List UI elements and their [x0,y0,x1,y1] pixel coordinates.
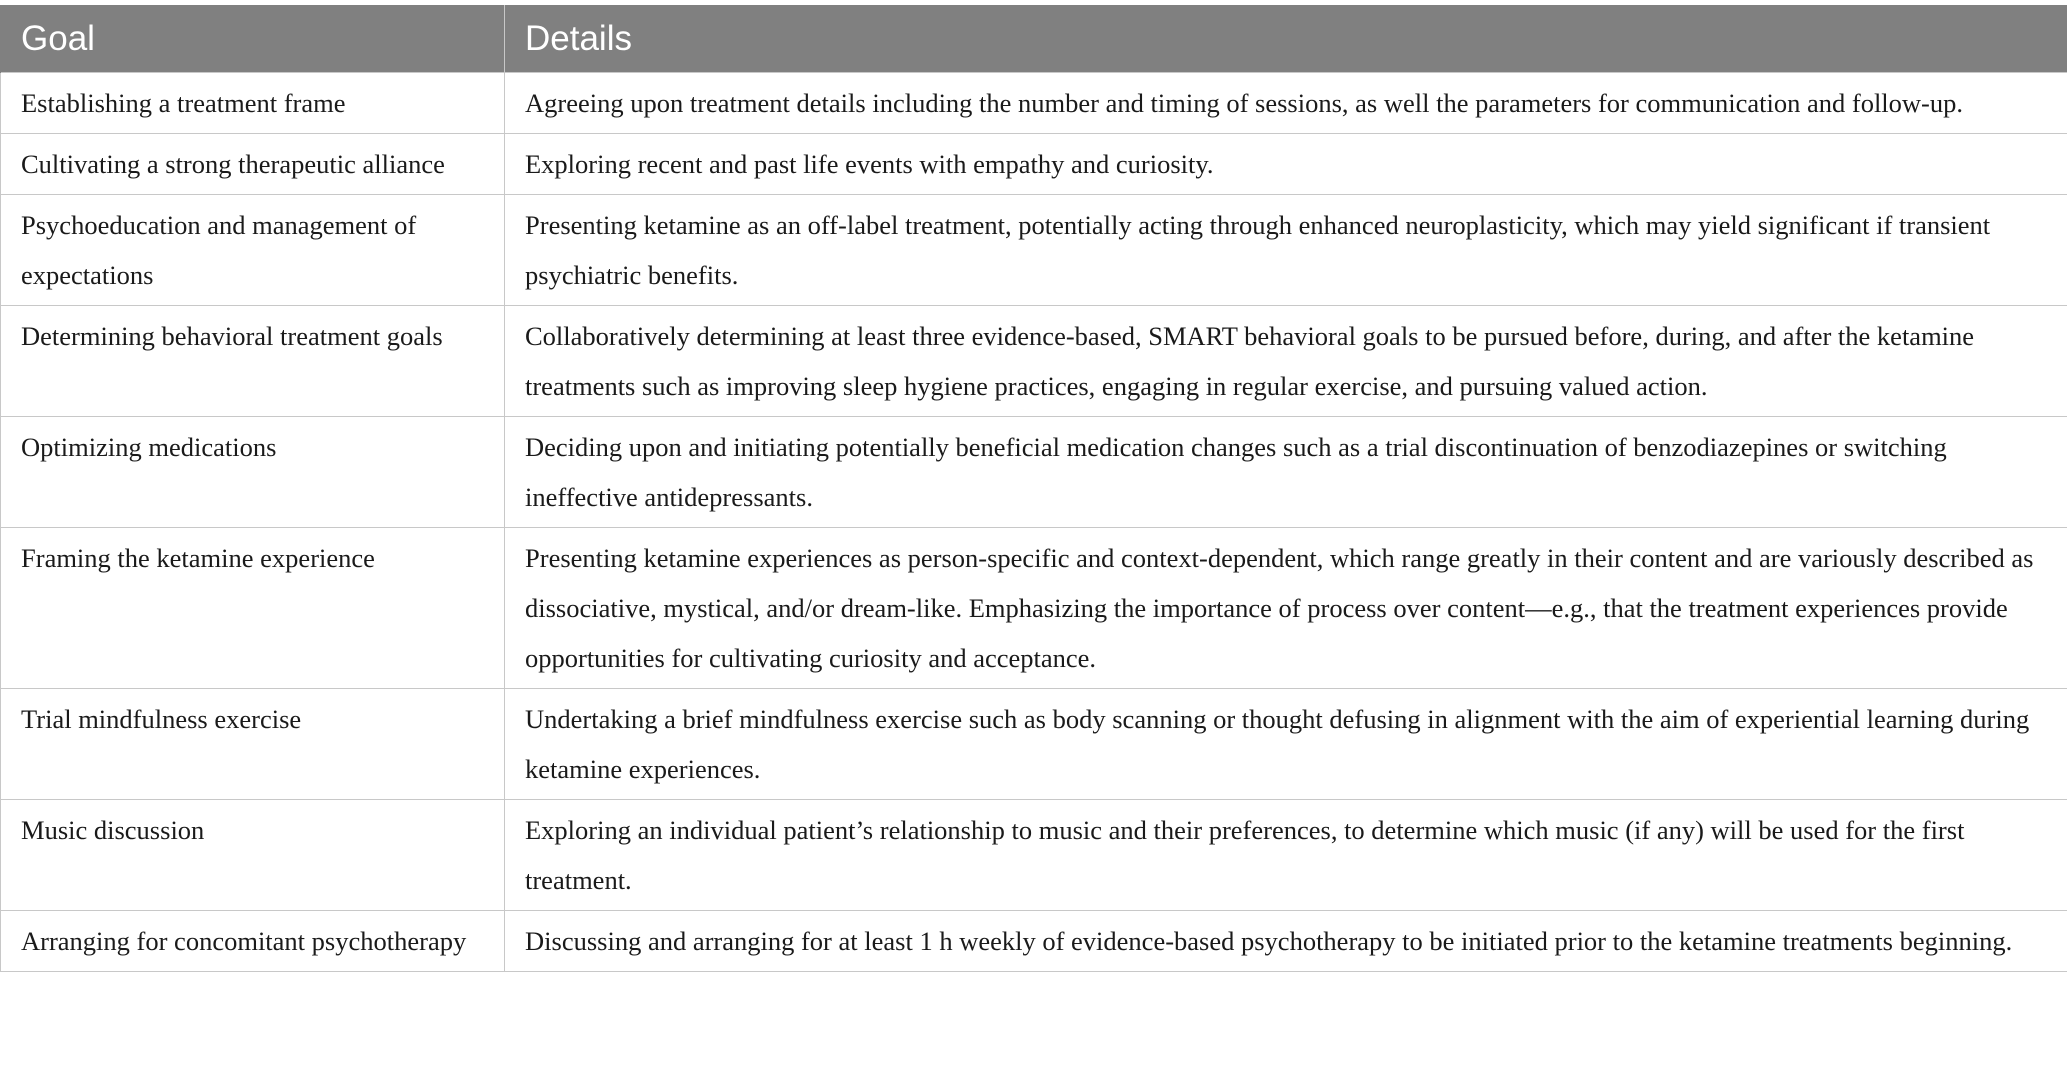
goal-cell: Arranging for concomitant psychotherapy [1,911,505,972]
table-row [1,689,2067,800]
header-goal: Goal [1,5,505,73]
details-cell: Collaboratively determining at least three evidence-based, SMART behavioral goals to be pursued before, during, and after the ketamine treatments such as improving sleep hygiene practices, engaging in regular exercise, and pursuing valued action. [505,306,2067,417]
goal-cell: Establishing a treatment frame [1,73,505,134]
table-header [1,5,2067,73]
details-cell: Discussing and arranging for at least 1 h weekly of evidence-based psychotherapy to be initiated prior to the ketamine treatments beginning. [505,911,2067,972]
goal-cell: Trial mindfulness exercise [1,689,505,800]
table-row [1,911,2067,972]
goal-cell: Framing the ketamine experience [1,528,505,689]
details-cell: Undertaking a brief mindfulness exercise such as body scanning or thought defusing in alignment with the aim of experiential learning during ketamine experiences. [505,689,2067,800]
table-row [1,73,2067,134]
goal-cell: Music discussion [1,800,505,911]
table-row [1,195,2067,306]
details-cell: Exploring recent and past life events with empathy and curiosity. [505,134,2067,195]
goal-cell: Psychoeducation and management of expectations [1,195,505,306]
goal-cell: Cultivating a strong therapeutic alliance [1,134,505,195]
goals-table-container [0,5,2067,972]
table-row [1,417,2067,528]
table-body [1,73,2067,972]
header-row [1,5,2067,73]
table-row [1,134,2067,195]
goal-cell: Determining behavioral treatment goals [1,306,505,417]
table-row [1,306,2067,417]
details-cell: Presenting ketamine experiences as person-specific and context-dependent, which range greatly in their content and are variously described as dissociative, mystical, and/or dream-like. Emphasizing the importance of process over content—e.g., that the treatment experiences provide opportunities for cultivating curiosity and acceptance. [505,528,2067,689]
details-cell: Exploring an individual patient’s relationship to music and their preferences, to determine which music (if any) will be used for the first treatment. [505,800,2067,911]
goal-cell: Optimizing medications [1,417,505,528]
details-cell: Agreeing upon treatment details including the number and timing of sessions, as well the parameters for communication and follow-up. [505,73,2067,134]
table-row [1,528,2067,689]
goals-table [0,5,2067,972]
table-row [1,800,2067,911]
details-cell: Presenting ketamine as an off-label treatment, potentially acting through enhanced neuroplasticity, which may yield significant if transient psychiatric benefits. [505,195,2067,306]
details-cell: Deciding upon and initiating potentially beneficial medication changes such as a trial discontinuation of benzodiazepines or switching ineffective antidepressants. [505,417,2067,528]
header-details: Details [505,5,2067,73]
